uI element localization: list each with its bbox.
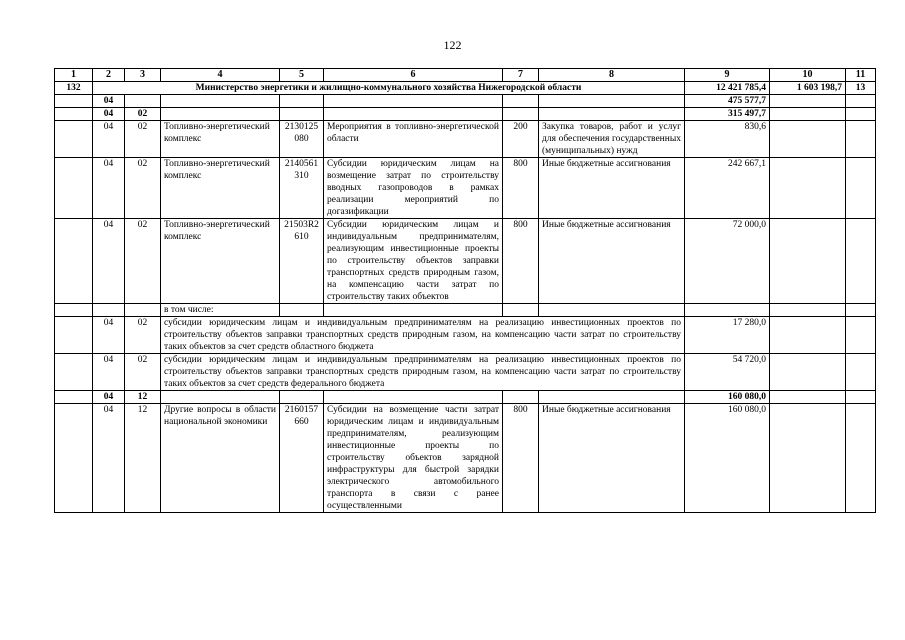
header-cell: 7 xyxy=(503,69,539,82)
subsection-rz: 04 xyxy=(93,108,125,121)
row-vr-name: Иные бюджетные ассигнования xyxy=(539,219,685,304)
section-amount: 475 577,7 xyxy=(685,95,770,108)
budget-table xyxy=(54,68,876,513)
row-vr-name: Иные бюджетные ассигнования xyxy=(539,158,685,219)
subsection-row xyxy=(55,391,876,404)
header-cell: 6 xyxy=(324,69,503,82)
row-name: Субсидии юридическим лицам и индивидуальным предпринимателям, реализующим инвестиционные проекты по строительству объектов заправки транспортных средств природным газом, на компенсацию части затрат по строительству таких объектов xyxy=(324,219,503,304)
ministry-amount-11: 13 xyxy=(846,82,876,95)
sub-row-text: субсидии юридическим лицам и индивидуальным предпринимателям на реализацию инвестиционных проектов по строительству объектов заправки транспортных средств природным газом, на компенсацию части затрат по строительству таких объектов за счет средств областного бюджета xyxy=(161,317,685,354)
header-cell: 9 xyxy=(685,69,770,82)
row-program: Топливно-энергетический комплекс xyxy=(161,158,280,219)
row-vr: 800 xyxy=(503,219,539,304)
row-csr: 2130125080 xyxy=(280,121,324,158)
including-label: в том числе: xyxy=(161,304,280,317)
ministry-code: 132 xyxy=(55,82,93,95)
sub-row-rz: 04 xyxy=(93,354,125,391)
row-vr: 800 xyxy=(503,158,539,219)
row-program: Топливно-энергетический комплекс xyxy=(161,121,280,158)
row-csr: 2140561310 xyxy=(280,158,324,219)
sub-row-pr: 02 xyxy=(125,317,161,354)
row-pr: 02 xyxy=(125,219,161,304)
header-cell: 8 xyxy=(539,69,685,82)
subsection-amount: 160 080,0 xyxy=(685,391,770,404)
header-row xyxy=(55,69,876,82)
row-amount: 160 080,0 xyxy=(685,404,770,513)
row-amount: 242 667,1 xyxy=(685,158,770,219)
sub-row-amount: 17 280,0 xyxy=(685,317,770,354)
row-rz: 04 xyxy=(93,404,125,513)
ministry-row xyxy=(55,82,876,95)
row-csr: 2160157660 xyxy=(280,404,324,513)
table-row xyxy=(55,121,876,158)
sub-row-rz: 04 xyxy=(93,317,125,354)
row-name: Субсидии на возмещение части затрат юридическим лицам и индивидуальным предпринимателям, реализующим инвестиционные проекты по строительству объектов зарядной инфраструктуры для быстрой зарядки электрического автомобильного транспорта в связи с ранее осуществленными xyxy=(324,404,503,513)
subsection-pr: 02 xyxy=(125,108,161,121)
ministry-title: Министерство энергетики и жилищно-коммунального хозяйства Нижегородской области xyxy=(93,82,685,95)
sub-row-text: субсидии юридическим лицам и индивидуальным предпринимателям на реализацию инвестиционных проектов по строительству объектов заправки транспортных средств природным газом, на компенсацию части затрат по строительству таких объектов за счет средств федерального бюджета xyxy=(161,354,685,391)
table-row xyxy=(55,158,876,219)
including-row xyxy=(55,304,876,317)
subsection-amount: 315 497,7 xyxy=(685,108,770,121)
table-row xyxy=(55,219,876,304)
sub-row-amount: 54 720,0 xyxy=(685,354,770,391)
row-rz: 04 xyxy=(93,219,125,304)
page-number: 122 xyxy=(443,38,462,52)
header-cell: 11 xyxy=(846,69,876,82)
row-program: Топливно-энергетический комплекс xyxy=(161,219,280,304)
subsection-rz: 04 xyxy=(93,391,125,404)
ministry-amount-9: 12 421 785,4 xyxy=(685,82,770,95)
ministry-amount-10: 1 603 198,7 xyxy=(770,82,846,95)
sub-row xyxy=(55,317,876,354)
row-amount: 830,6 xyxy=(685,121,770,158)
row-vr: 800 xyxy=(503,404,539,513)
subsection-pr: 12 xyxy=(125,391,161,404)
row-name: Мероприятия в топливно-энергетической области xyxy=(324,121,503,158)
header-cell: 2 xyxy=(93,69,125,82)
row-pr: 12 xyxy=(125,404,161,513)
header-cell: 5 xyxy=(280,69,324,82)
header-cell: 4 xyxy=(161,69,280,82)
header-cell: 3 xyxy=(125,69,161,82)
sub-row xyxy=(55,354,876,391)
row-vr: 200 xyxy=(503,121,539,158)
table-row xyxy=(55,404,876,513)
row-rz: 04 xyxy=(93,158,125,219)
sub-row-pr: 02 xyxy=(125,354,161,391)
row-name: Субсидии юридическим лицам на возмещение затрат по строительству вводных газопроводов в рамках реализации мероприятий по догазификации xyxy=(324,158,503,219)
subsection-row xyxy=(55,108,876,121)
row-pr: 02 xyxy=(125,121,161,158)
row-amount: 72 000,0 xyxy=(685,219,770,304)
row-rz: 04 xyxy=(93,121,125,158)
row-vr-name: Иные бюджетные ассигнования xyxy=(539,404,685,513)
row-pr: 02 xyxy=(125,158,161,219)
section-row xyxy=(55,95,876,108)
row-csr: 21503R2610 xyxy=(280,219,324,304)
header-cell: 10 xyxy=(770,69,846,82)
section-rz: 04 xyxy=(93,95,125,108)
row-vr-name: Закупка товаров, работ и услуг для обеспечения государственных (муниципальных) нужд xyxy=(539,121,685,158)
header-cell: 1 xyxy=(55,69,93,82)
row-program: Другие вопросы в области национальной экономики xyxy=(161,404,280,513)
